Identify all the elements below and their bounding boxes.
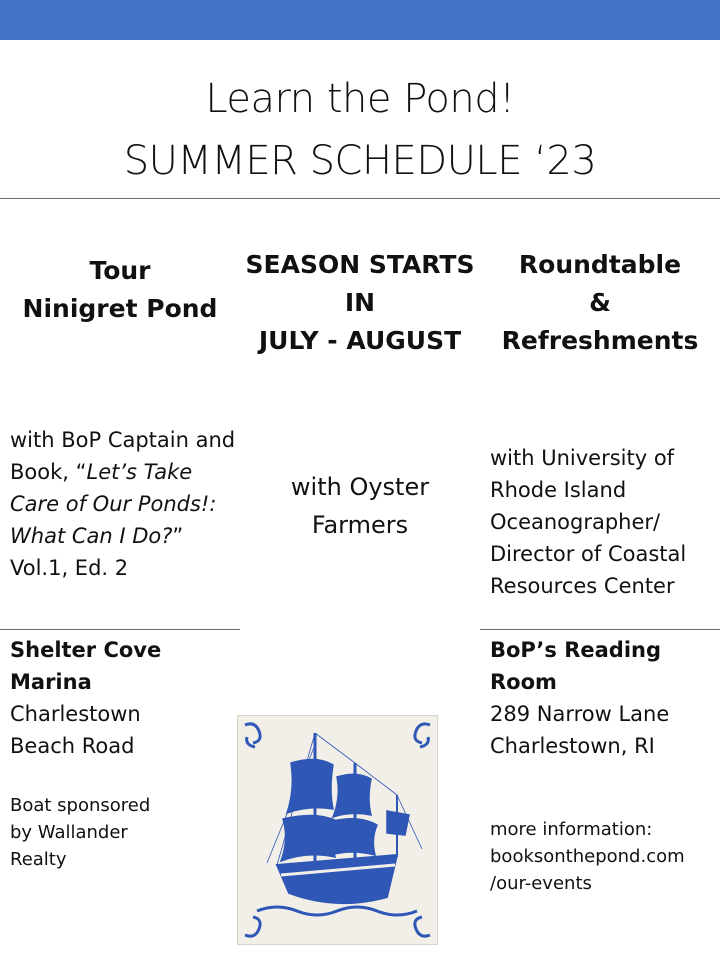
middle-heading-line: SEASON STARTS bbox=[245, 250, 475, 279]
middle-heading bbox=[240, 246, 480, 360]
page-title: Learn the Pond! bbox=[205, 76, 515, 122]
left-location-name: Marina bbox=[10, 670, 92, 694]
more-info-link[interactable]: booksonthepond.com bbox=[490, 846, 685, 867]
middle-heading-line: IN bbox=[344, 288, 376, 317]
right-heading-line: Refreshments bbox=[501, 326, 699, 355]
left-heading bbox=[0, 252, 240, 328]
right-heading bbox=[480, 246, 720, 360]
left-location-addr: Beach Road bbox=[10, 734, 135, 758]
left-desc-post: ” Vol.1, Ed. 2 bbox=[10, 524, 184, 580]
right-location-name: Room bbox=[490, 670, 557, 694]
middle-desc-line: with Oyster bbox=[290, 473, 430, 501]
left-location-addr: Charlestown bbox=[10, 702, 141, 726]
left-description bbox=[10, 424, 238, 584]
sponsor-line: by Wallander bbox=[10, 822, 128, 843]
right-location-addr: Charlestown, RI bbox=[490, 734, 655, 758]
middle-heading-line: JULY - AUGUST bbox=[258, 326, 462, 355]
left-heading-line: Ninigret Pond bbox=[22, 294, 218, 323]
delft-ship-tile-icon bbox=[237, 715, 438, 945]
right-desc-line: Rhode Island bbox=[490, 478, 627, 502]
middle-description bbox=[240, 468, 480, 544]
more-info-line: more information: bbox=[490, 819, 653, 840]
sponsor-note bbox=[10, 792, 238, 873]
right-heading-line: & bbox=[589, 288, 611, 317]
right-desc-line: Oceanographer/ bbox=[490, 510, 661, 534]
more-info bbox=[490, 816, 720, 897]
sponsor-line: Realty bbox=[10, 849, 67, 870]
right-desc-line: Director of Coastal bbox=[490, 542, 687, 566]
left-location-name: Shelter Cove bbox=[10, 638, 162, 662]
right-location-name: BoP’s Reading bbox=[490, 638, 661, 662]
more-info-link[interactable]: /our-events bbox=[490, 873, 592, 894]
right-description bbox=[490, 442, 720, 602]
middle-desc-line: Farmers bbox=[311, 511, 409, 539]
right-desc-line: Resources Center bbox=[490, 574, 675, 598]
left-heading-line: Tour bbox=[89, 256, 151, 285]
right-heading-line: Roundtable bbox=[518, 250, 682, 279]
header-divider bbox=[0, 198, 720, 199]
right-desc-line: with University of bbox=[490, 446, 675, 470]
right-location bbox=[490, 634, 720, 762]
top-accent-bar bbox=[0, 0, 720, 40]
left-section-divider bbox=[0, 629, 240, 630]
right-section-divider bbox=[480, 629, 720, 630]
left-desc-pre: with BoP Captain and Book, “ bbox=[10, 428, 236, 484]
sponsor-line: Boat sponsored bbox=[10, 795, 151, 816]
right-location-addr: 289 Narrow Lane bbox=[490, 702, 670, 726]
page-subtitle: SUMMER SCHEDULE ‘23 bbox=[123, 138, 597, 184]
book-title: Let’s Take Care of Our Ponds!: What Can I Do? bbox=[10, 460, 217, 548]
left-location bbox=[10, 634, 238, 762]
